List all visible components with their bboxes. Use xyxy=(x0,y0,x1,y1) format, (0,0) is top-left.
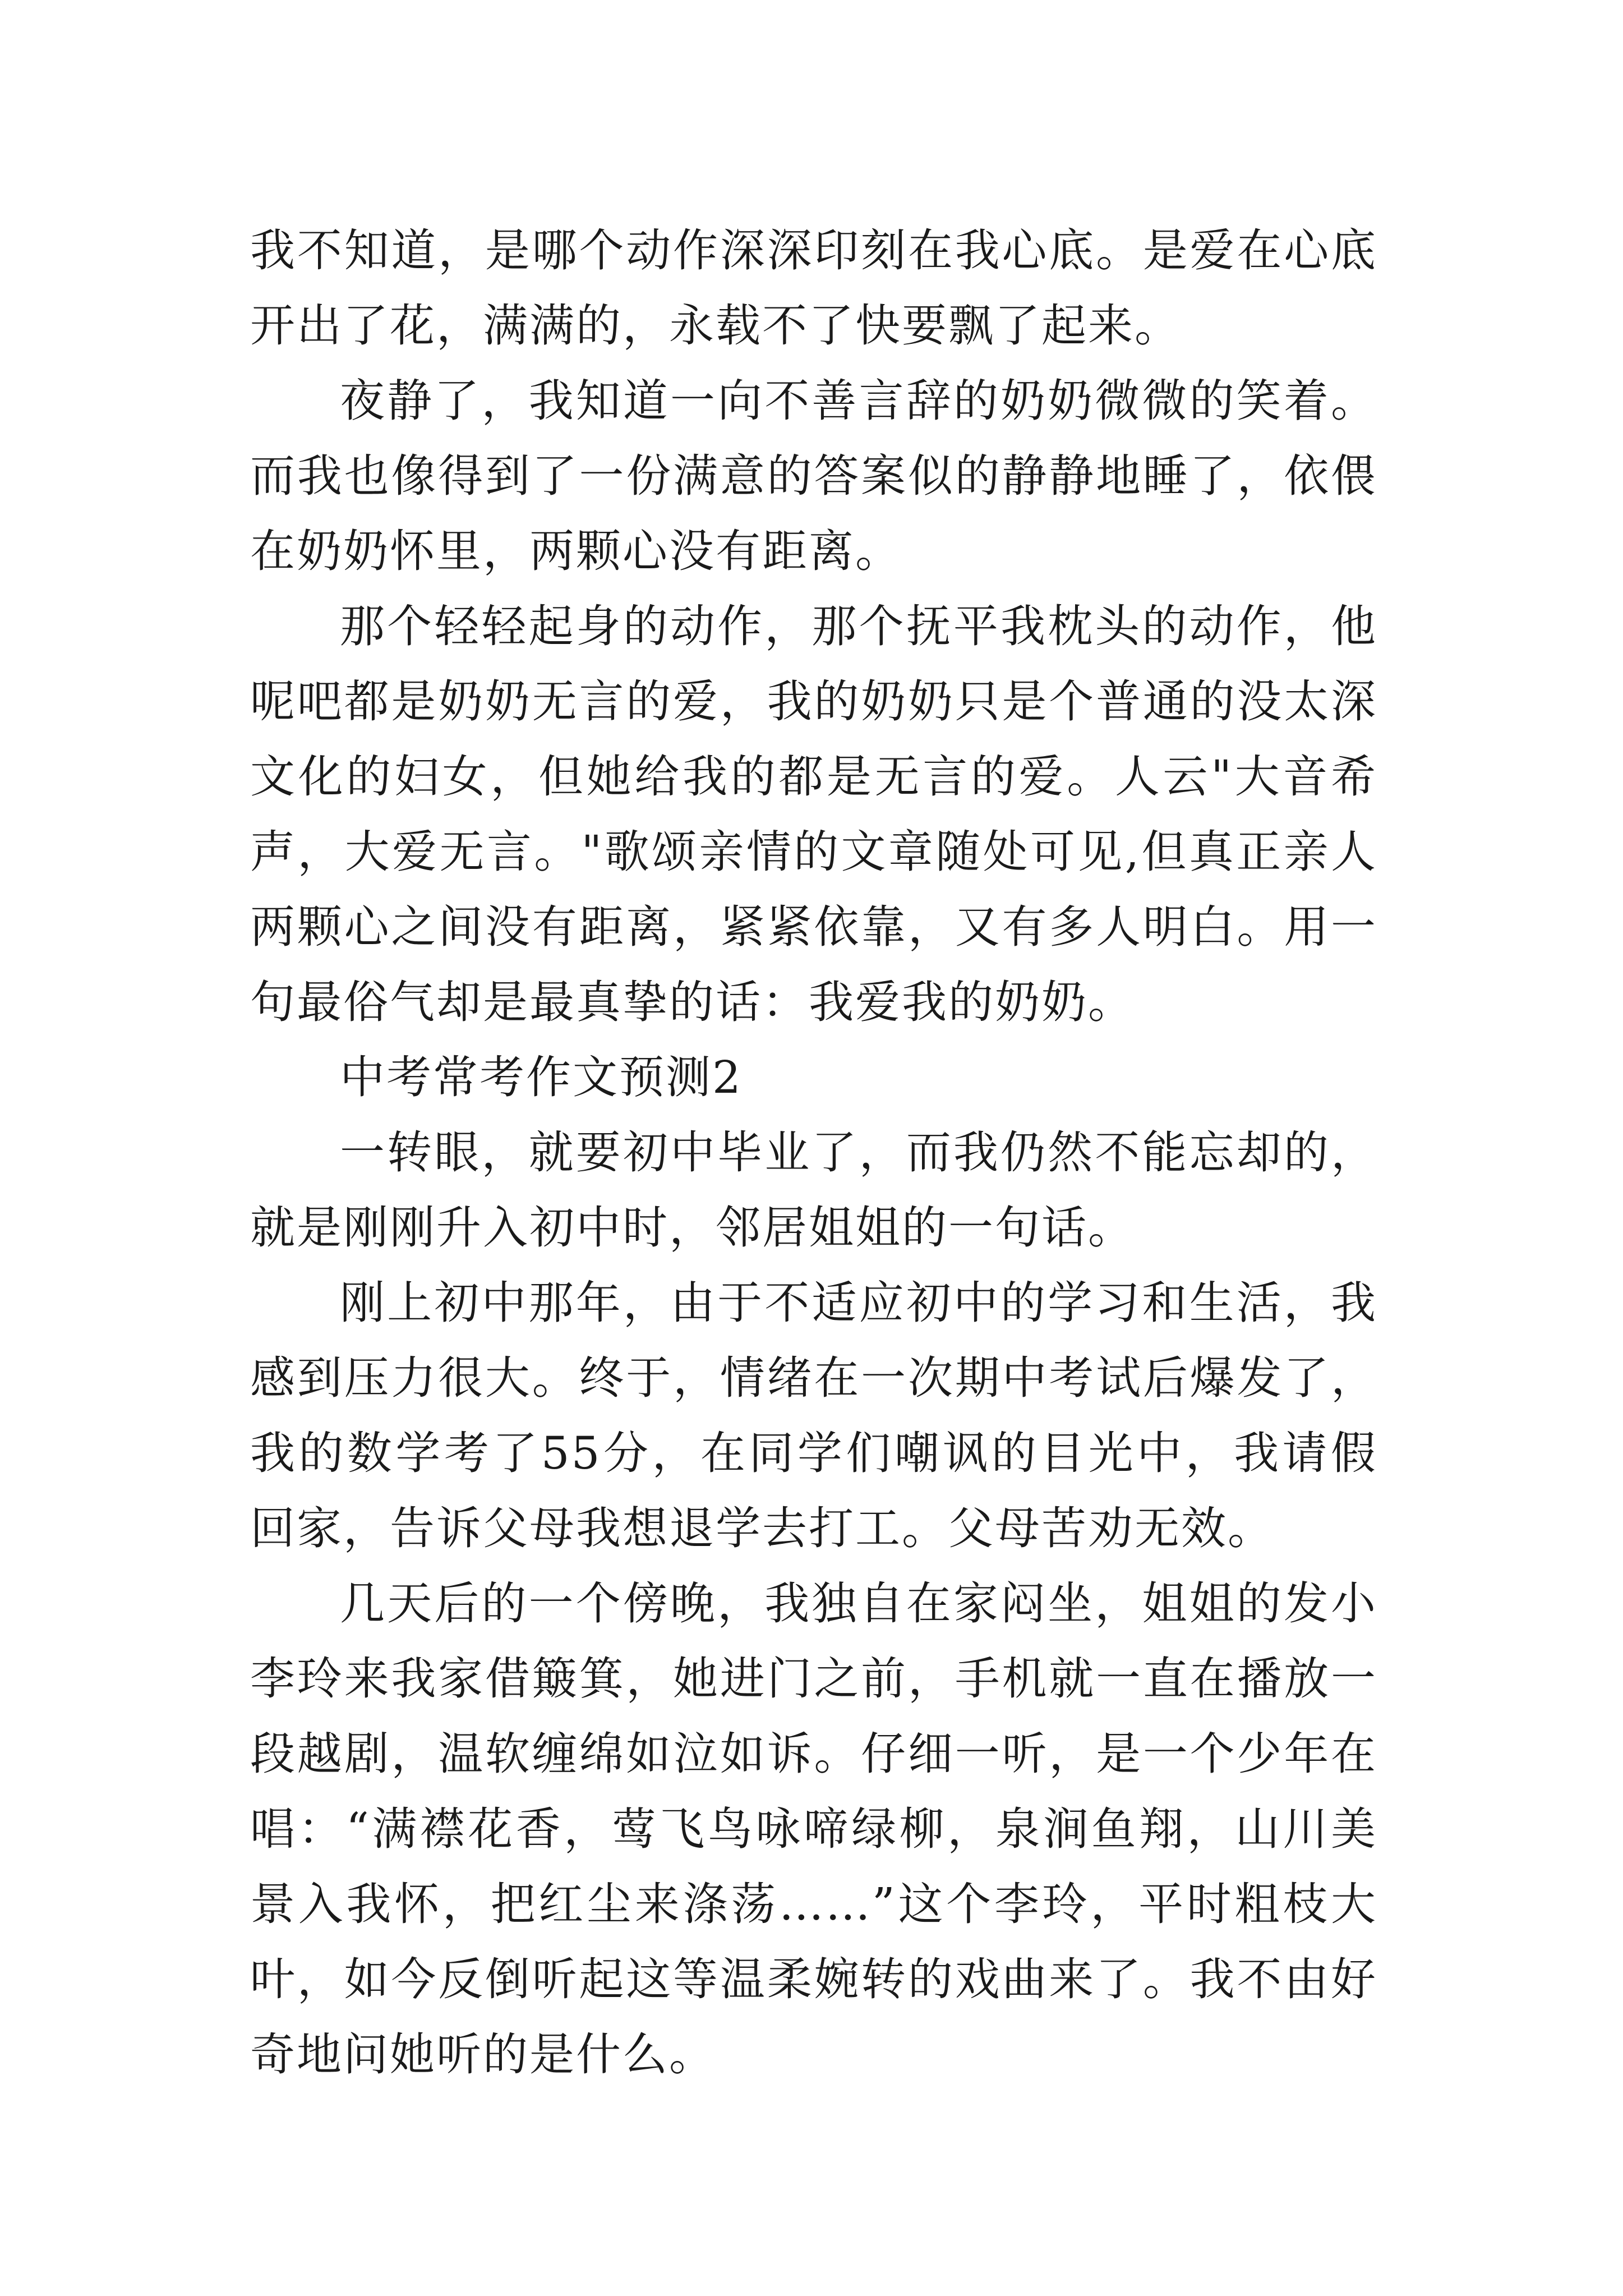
document-body xyxy=(250,213,1377,2092)
section-heading: 中考常考作文预测2 xyxy=(340,1051,743,1103)
paragraph-4: 一转眼，就要初中毕业了，而我仍然不能忘却的，就是刚刚升入初中时，邻居姐姐的一句话。 xyxy=(250,1126,1377,1254)
paragraph-1: 我不知道，是哪个动作深深印刻在我心底。是爱在心底开出了花，满满的，永载不了快要飘了起来。 xyxy=(250,224,1377,352)
paragraph-3: 那个轻轻起身的动作，那个抚平我枕头的动作，他呢吧都是奶奶无言的爱，我的奶奶只是个普通的没太深文化的妇女，但她给我的都是无言的爱。人云"大音希声，大爱无言。"歌颂亲情的文章随处可见,但真正亲人两颗心之间没有距离，紧紧依靠，又有多人明白。用一句最俗气却是最真挚的话：我爱我的奶奶。 xyxy=(250,600,1377,1028)
paragraph-6: 几天后的一个傍晚，我独自在家闷坐，姐姐的发小李玲来我家借簸箕，她进门之前，手机就一直在播放一段越剧，温软缠绵如泣如诉。仔细一听，是一个少年在唱：“满襟花香，莺飞鸟咏啼绿柳，泉涧鱼翔，山川美景入我怀，把红尘来涤荡……”这个李玲，平时粗枝大叶，如今反倒听起这等温柔婉转的戏曲来了。我不由好奇地问她听的是什么。 xyxy=(250,1577,1377,2081)
paragraph-2: 夜静了，我知道一向不善言辞的奶奶微微的笑着。而我也像得到了一份满意的答案似的静静地睡了，依偎在奶奶怀里，两颗心没有距离。 xyxy=(250,375,1377,577)
paragraph-5: 刚上初中那年，由于不适应初中的学习和生活，我感到压力很大。终于，情绪在一次期中考试后爆发了，我的数学考了55分，在同学们嘲讽的目光中，我请假回家，告诉父母我想退学去打工。父母苦劝无效。 xyxy=(250,1277,1377,1554)
